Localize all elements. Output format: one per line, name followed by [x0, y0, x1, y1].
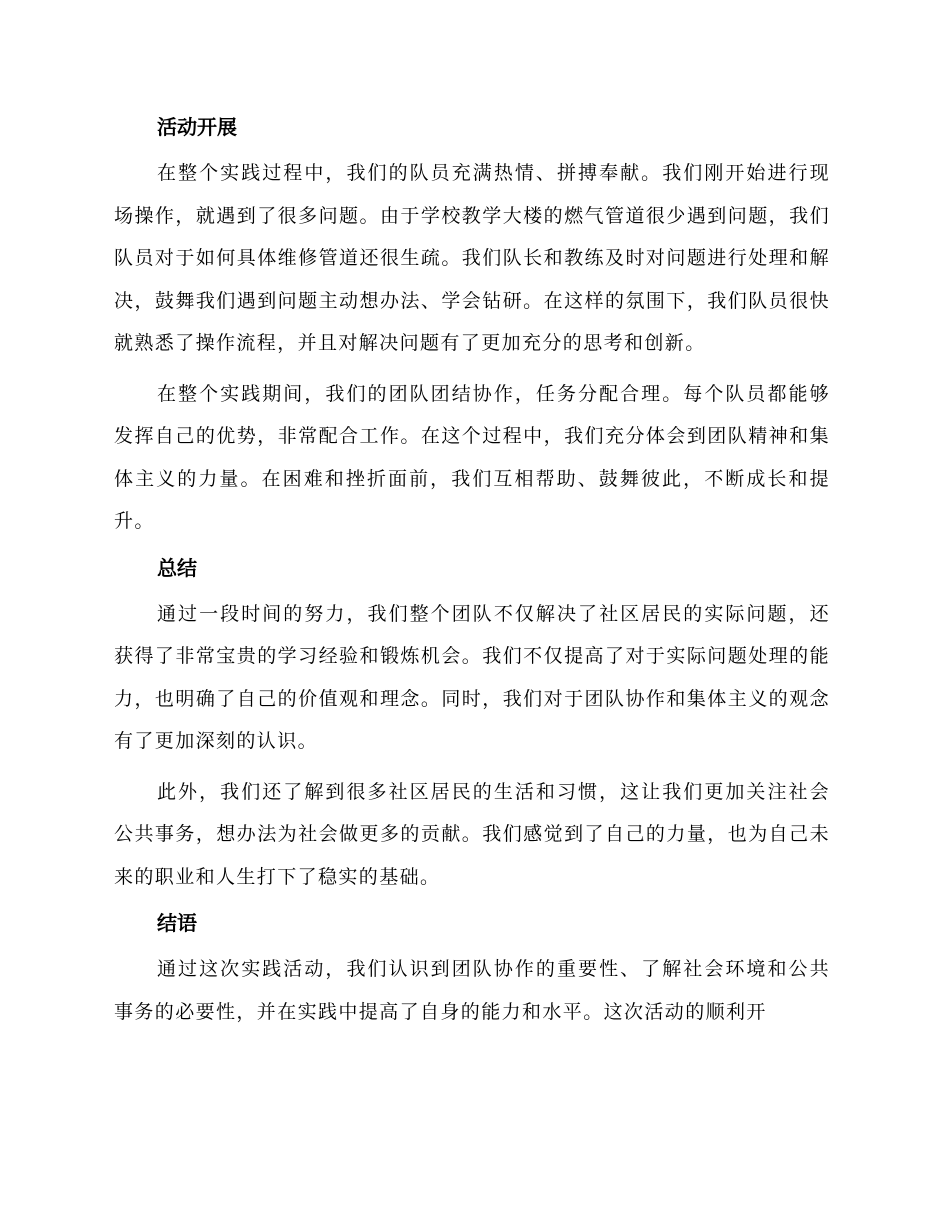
paragraph: 此外，我们还了解到很多社区居民的生活和习惯，这让我们更加关注社会公共事务，想办法为社会做更多的贡献。我们感觉到了自己的力量，也为自己未来的职业和人生打下了稳实的基础。: [114, 780, 830, 888]
paragraph: 在整个实践过程中，我们的队员充满热情、拼搏奉献。我们刚开始进行现场操作，就遇到了很多问题。由于学校教学大楼的燃气管道很少遇到问题，我们队员对于如何具体维修管道还很生疏。我们队长和教练及时对问题进行处理和解决，鼓舞我们遇到问题主动想办法、学会钻研。在这样的氛围下，我们队员很快就熟悉了操作流程，并且对解决问题有了更加充分的思考和创新。: [114, 162, 830, 354]
section-heading-conclusion: 结语: [157, 911, 197, 935]
paragraph: 通过这次实践活动，我们认识到团队协作的重要性、了解社会环境和公共事务的必要性，并在实践中提高了自身的能力和水平。这次活动的顺利开: [114, 958, 830, 1023]
section-heading-summary: 总结: [157, 555, 197, 580]
paragraph: 在整个实践期间，我们的团队团结协作，任务分配合理。每个队员都能够发挥自己的优势，非常配合工作。在这个过程中，我们充分体会到团队精神和集体主义的力量。在困难和挫折面前，我们互相帮助、鼓舞彼此，不断成长和提升。: [114, 382, 830, 532]
paragraph: 通过一段时间的努力，我们整个团队不仅解决了社区居民的实际问题，还获得了非常宝贵的学习经验和锻炼机会。我们不仅提高了对于实际问题处理的能力，也明确了自己的价值观和理念。同时，我们对于团队协作和集体主义的观念有了更加深刻的认识。: [114, 602, 830, 752]
section-heading-activity: 活动开展: [157, 115, 237, 139]
document-body: [114, 110, 830, 1041]
